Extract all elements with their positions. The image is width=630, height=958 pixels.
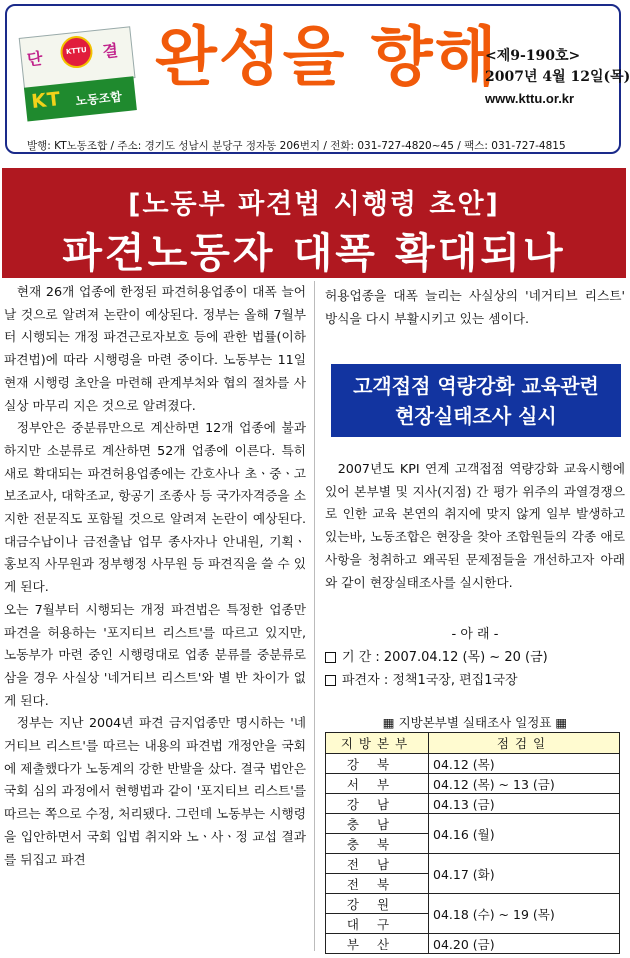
article-paragraph: 현재 26개 업종에 한정된 파견허용업종이 대폭 늘어날 것으로 알려져 논란이 예상된다. 정부는 올해 7월부터 시행되는 개정 파견근로자보호 등에 관한 법률(이하 파견법)에 따라 시행령을 마련 중이다. 노동부는 11일 현재 시행령 초안을 마련해 관계부처와 협의 절차를 사실상 마무리 지은 것으로 알려졌다. [4, 284, 306, 413]
subhead-line-1: 고객접점 역량강화 교육관련 [353, 374, 599, 398]
emblem-text: KTTU [65, 45, 88, 57]
table-row [326, 774, 620, 794]
table-header-row [326, 733, 620, 754]
period-label: 기 간 [342, 650, 372, 665]
schedule-table [325, 732, 620, 954]
table-row [326, 934, 620, 954]
notice-heading: - 아 래 - [451, 627, 499, 642]
issue-number: <제9-190호> [485, 48, 581, 64]
section-body [325, 458, 625, 594]
date-cell: 04.12 (목) [429, 754, 620, 774]
period-value: : 2007.04.12 (목) ~ 20 (금) [375, 650, 548, 665]
region-cell: 대구 [326, 914, 429, 934]
date-cell: 04.12 (목) ~ 13 (금) [429, 774, 620, 794]
period-line [325, 646, 625, 669]
flag-word-right: 결 [101, 40, 119, 62]
dispatch-label: 파견자 [342, 673, 380, 688]
header-region: 지방본부 [326, 733, 429, 754]
region-cell: 충남 [326, 814, 429, 834]
subhead-line-2: 현장실태조사 실시 [395, 404, 557, 428]
region-cell: 전북 [326, 874, 429, 894]
date-cell: 04.18 (수) ~ 19 (목) [429, 894, 620, 934]
continuation-text: 허용업종을 대폭 늘리는 사실상의 '네거티브 리스트' 방식을 다시 부활시키고 있는 셈이다. [325, 288, 625, 326]
checkbox-square-icon [325, 675, 336, 686]
article-paragraph: 오는 7월부터 시행되는 개정 파견법은 특정한 업종만 파견을 허용하는 '포지티브 리스트'를 따르고 있지만, 노동부가 마련 중인 시행령대로 업종 분류를 중분류로 삼을 경우 사실상 '네거티브 리스트'와 별 반 차이가 없게 된다. [4, 601, 306, 708]
region-cell: 서부 [326, 774, 429, 794]
region-cell: 전남 [326, 854, 429, 874]
flag-kt-text: KT [30, 87, 63, 113]
website-link[interactable]: www.kttu.or.kr [485, 91, 575, 106]
notice-block [325, 623, 625, 692]
header-date: 점검일 [429, 733, 620, 754]
dispatch-line [325, 669, 625, 692]
table-row [326, 794, 620, 814]
date-cell: 04.20 (금) [429, 934, 620, 954]
left-column [4, 281, 306, 956]
union-flag-logo [19, 26, 138, 125]
headline-banner [2, 168, 626, 278]
date-cell: 04.17 (화) [429, 854, 620, 894]
table-row [326, 854, 620, 874]
section-subhead [331, 364, 621, 437]
date-cell: 04.13 (금) [429, 794, 620, 814]
region-cell: 부산 [326, 934, 429, 954]
table-row [326, 894, 620, 914]
region-cell: 충북 [326, 834, 429, 854]
article-paragraph: 정부는 지난 2004년 파견 금지업종만 명시하는 '네거티브 리스트'를 따르는 내용의 파견법 개정안을 국회에 제출했다가 노동계의 강한 반발을 샀다. 결국 법안은 국회 심의 과정에서 현행법과 같이 '포지티브 리스트'를 따르는 쪽으로 수정, 처리됐다. 그런데 노동부는 시행령을 입안하면서 국회 입법 취지와 노ㆍ사ㆍ정 교섭 결과를 뒤집고 파견 [4, 715, 306, 867]
dispatch-value: : 정책1국장, 편집1국장 [383, 673, 518, 688]
region-cell: 강원 [326, 894, 429, 914]
section-paragraph: 2007년도 KPI 연계 고객접점 역량강화 교육시행에 있어 본부별 및 지사(지점) 간 평가 위주의 과열경쟁으로 인한 교육 본연의 취지에 맞지 않게 일부 발생하고 있는바, 노동조합은 현장을 찾아 조합원들의 각종 애로사항을 청취하고 왜곡된 문제점들을 개선하고자 아래와 같이 현장실태조사를 실시한다. [325, 461, 625, 590]
column-divider [314, 281, 315, 951]
region-cell: 강남 [326, 794, 429, 814]
schedule-table-title: ▦ 지방본부별 실태조사 일정표 ▦ [382, 715, 568, 730]
issue-info [485, 46, 630, 109]
flag-union-text: 노동조합 [74, 89, 123, 109]
headline-title: 파견노동자 대폭 확대되나 [62, 229, 566, 277]
article-paragraph: 정부안은 중분류만으로 계산하면 12개 업종에 불과하지만 소분류로 계산하면 52개 업종에 이른다. 특히 새로 확대되는 파견허용업종에는 간호사나 초ㆍ중ㆍ고 보조교사, 대학조교, 항공기 조종사 등 국가자격증을 소지한 전문직도 포함될 것으로 알려져 논란이 예상된다. 대금수납이나 금전출납 업무 종사자나 안내원, 기획ㆍ홍보직 사무원과 정부행정 사무원 등 파견직을 쓸 수 있게 된다. [4, 420, 306, 595]
region-cell: 강북 [326, 754, 429, 774]
masthead [5, 4, 630, 154]
table-row [326, 754, 620, 774]
issue-date: 2007년 4월 12일(목) [485, 69, 630, 85]
article-continuation [325, 285, 625, 330]
checkbox-square-icon [325, 652, 336, 663]
table-row [326, 814, 620, 834]
publisher-info: 발행: KT노동조합 / 주소: 경기도 성남시 분당구 정자동 206번지 / 전화: 031-727-4820~45 / 팩스: 031-727-4815 [27, 140, 566, 152]
date-cell: 04.16 (월) [429, 814, 620, 854]
right-column [325, 281, 625, 956]
flag-word-left: 단 [26, 48, 44, 70]
newsletter-title: 완성을 향해 [155, 21, 499, 95]
headline-subtitle: [노동부 파견법 시행령 초안] [128, 189, 500, 220]
